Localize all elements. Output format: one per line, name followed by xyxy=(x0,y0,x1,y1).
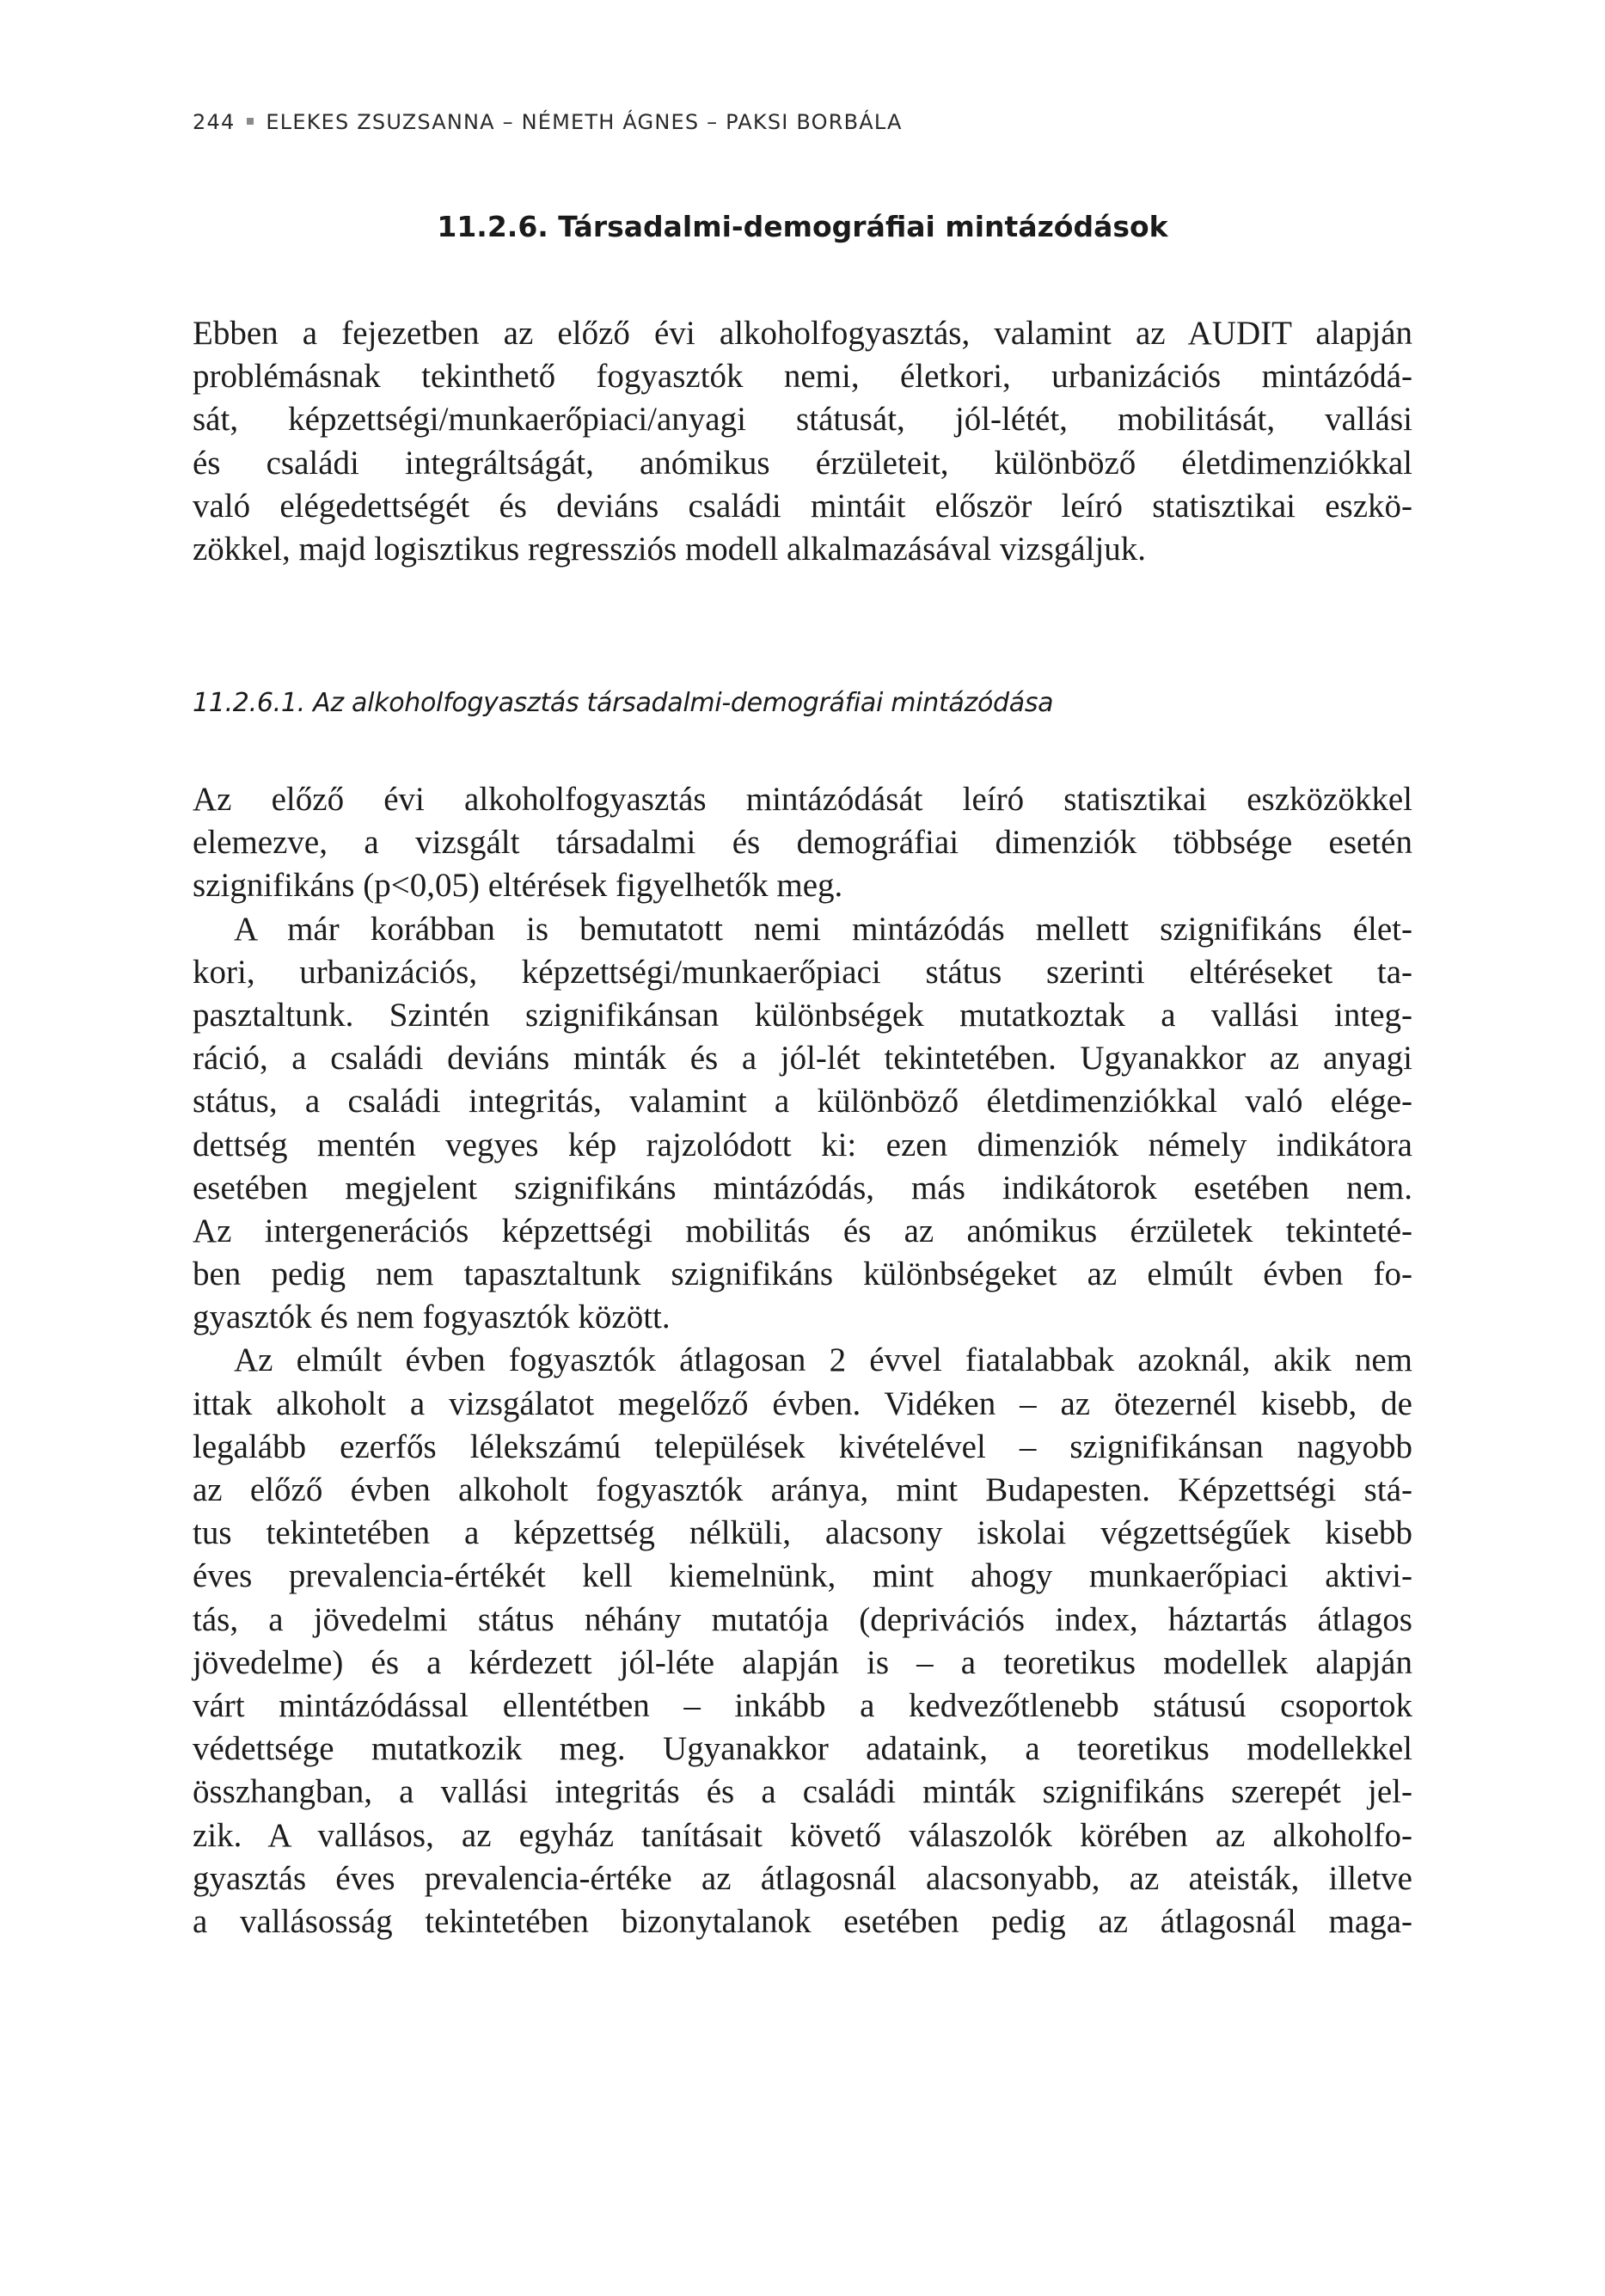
text-line: ben pedig nem tapasztaltunk szignifikáns különbségeket az elmúlt évben fo- xyxy=(193,1255,1412,1293)
text-line: kori, urbanizációs, képzettségi/munkaerőpiaci státus szerinti eltéréseket ta- xyxy=(193,953,1412,991)
intro-paragraph xyxy=(193,312,1412,571)
text-line: Az előző évi alkoholfogyasztás mintázódását leíró statisztikai eszközökkel xyxy=(193,781,1412,818)
text-line: zik. A vallásos, az egyház tanításait követő válaszolók körében az alkoholfo- xyxy=(193,1816,1412,1854)
text-line: védettsége mutatkozik meg. Ugyanakkor adataink, a teoretikus modellekkel xyxy=(193,1730,1412,1768)
separator-square-icon xyxy=(247,118,254,125)
text-line: tus tekintetében a képzettség nélküli, alacsony iskolai végzettségűek kisebb xyxy=(193,1514,1412,1552)
text-line: tás, a jövedelmi státus néhány mutatója (deprivációs index, háztartás átlagos xyxy=(193,1600,1412,1638)
text-line: összhangban, a vallási integritás és a családi minták szignifikáns szerepét jel- xyxy=(193,1773,1412,1811)
text-line: szignifikáns (p<0,05) eltérések figyelhetők meg. xyxy=(193,867,843,905)
text-line: sát, képzettségi/munkaerőpiaci/anyagi státusát, jól-létét, mobilitását, vallási xyxy=(193,401,1412,439)
text-line: Az intergenerációs képzettségi mobilitás és az anómikus érzületek tekinteté- xyxy=(193,1212,1412,1249)
text-line: gyasztás éves prevalencia-értéke az átlagosnál alacsonyabb, az ateisták, illetve xyxy=(193,1859,1412,1897)
text-line: ittak alkoholt a vizsgálatot megelőző évben. Vidéken – az ötezernél kisebb, de xyxy=(193,1384,1412,1422)
text-line: legalább ezerfős lélekszámú települések kivételével – szignifikánsan nagyobb xyxy=(193,1427,1412,1465)
text-line: várt mintázódással ellentétben – inkább a kedvezőtlenebb státusú csoportok xyxy=(193,1686,1412,1724)
text-line: és családi integráltságát, anómikus érzületeit, különböző életdimenziókkal xyxy=(193,444,1412,482)
text-line: dettség mentén vegyes kép rajzolódott ki: ezen dimenziók némely indikátora xyxy=(193,1126,1412,1163)
running-head xyxy=(193,110,903,134)
text-line: a vallásosság tekintetében bizonytalanok esetében pedig az átlagosnál maga- xyxy=(193,1902,1412,1940)
paragraph-1 xyxy=(193,778,1412,908)
text-line: jövedelme) és a kérdezett jól-léte alapján is – a teoretikus modellek alapján xyxy=(193,1643,1412,1681)
text-line: pasztaltunk. Szintén szignifikánsan különbségek mutatkoztak a vallási integ- xyxy=(193,996,1412,1034)
text-line: problémásnak tekinthető fogyasztók nemi, életkori, urbanizációs mintázódá- xyxy=(193,358,1412,396)
subsection-body xyxy=(193,778,1412,1943)
section-heading: 11.2.6. Társadalmi-demográfiai mintázódások xyxy=(437,210,1168,243)
text-line: zökkel, majd logisztikus regressziós modell alkalmazásával vizsgáljuk. xyxy=(193,530,1147,568)
text-line: való elégedettségét és deviáns családi mintáit először leíró statisztikai eszkö- xyxy=(193,487,1412,525)
text-line: az előző évben alkoholt fogyasztók aránya, mint Budapesten. Képzettségi stá- xyxy=(193,1471,1412,1508)
text-line: ráció, a családi deviáns minták és a jól-lét tekintetében. Ugyanakkor az anyagi xyxy=(193,1040,1412,1077)
text-line: elemezve, a vizsgált társadalmi és demográfiai dimenziók többsége esetén xyxy=(193,824,1412,862)
page-number: 244 xyxy=(193,110,236,134)
text-line: Ebben a fejezetben az előző évi alkoholfogyasztás, valamint az AUDIT alapján xyxy=(193,315,1412,352)
text-line: Az elmúlt évben fogyasztók átlagosan 2 évvel fiatalabbak azoknál, akik nem xyxy=(234,1341,1412,1379)
paragraph-2 xyxy=(193,908,1412,1340)
text-line: gyasztók és nem fogyasztók között. xyxy=(193,1298,671,1336)
subsection-heading: 11.2.6.1. Az alkoholfogyasztás társadalmi-demográfiai mintázódása xyxy=(193,688,1054,718)
text-line: éves prevalencia-értékét kell kiemelnünk, mint ahogy munkaerőpiaci aktivi- xyxy=(193,1557,1412,1595)
text-line: esetében megjelent szignifikáns mintázódás, más indikátorok esetében nem. xyxy=(193,1169,1412,1206)
text-line: A már korábban is bemutatott nemi mintázódás mellett szignifikáns élet- xyxy=(234,910,1412,948)
text-line: státus, a családi integritás, valamint a különböző életdimenziókkal való elége- xyxy=(193,1083,1412,1120)
running-head-authors: ELEKES ZSUZSANNA – NÉMETH ÁGNES – PAKSI BORBÁLA xyxy=(266,110,903,134)
paragraph-3 xyxy=(193,1339,1412,1943)
